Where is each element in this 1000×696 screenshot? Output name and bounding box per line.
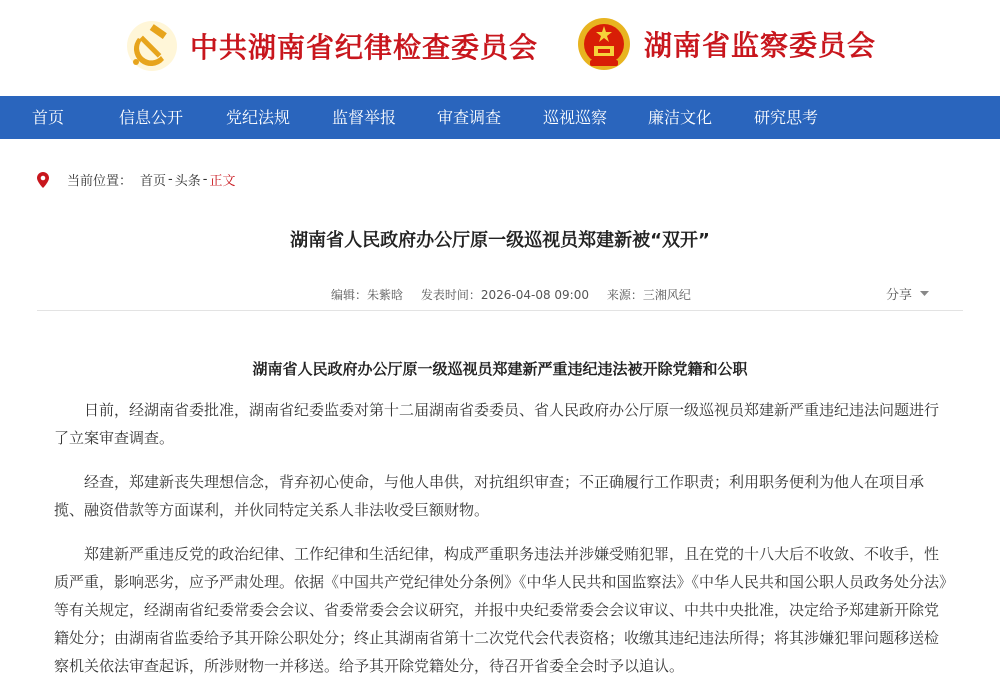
article-paragraph: 日前，经湖南省委批准，湖南省纪委监委对第十二届湖南省委委员、省人民政府办公厅原一级巡视员郑建新严重违纪违法问题进行了立案审查调查。 bbox=[54, 401, 940, 447]
main-nav bbox=[0, 96, 1000, 139]
nav-item-report[interactable]: 监督举报 bbox=[332, 108, 397, 127]
nav-item-home[interactable]: 首页 bbox=[32, 108, 65, 127]
article-publish-time: 发表时间：2026-04-08 09:00 bbox=[420, 288, 589, 302]
nav-item-research[interactable]: 研究思考 bbox=[754, 108, 819, 127]
breadcrumb-current: 正文 bbox=[209, 174, 236, 189]
article-body bbox=[54, 396, 948, 696]
breadcrumb bbox=[37, 170, 235, 189]
nav-item-info[interactable]: 信息公开 bbox=[119, 108, 184, 127]
national-logo-block[interactable] bbox=[576, 16, 876, 72]
caret-down-icon bbox=[920, 291, 929, 297]
share-label: 分享 bbox=[886, 288, 913, 303]
breadcrumb-separator: - bbox=[202, 172, 208, 187]
article-paragraph: 郑建新严重违反党的政治纪律、工作纪律和生活纪律，构成严重职务违法并涉嫌受贿犯罪，且在党的十八大后不收敛、不收手，性质严重，影响恶劣，应予严肃处理。依据《中国共产党纪律处分条例》《中华人民共和国监察法》《中华人民共和国公职人员政务处分法》等有关规定，经湖南省纪委常委会会议、省委常委会会议研究，并报中央纪委常委会会议审议、中共中央批准，决定给予郑建新开除党籍处分；由湖南省监委给予其开除公职处分；终止其湖南省第十二次党代会代表资格；收缴其违纪违法所得；将其涉嫌犯罪问题移送检察机关依法审查起诉，所涉财物一并移送。给予其开除党籍处分，待召开省委全会时予以追认。 bbox=[54, 545, 947, 675]
article-subtitle: 湖南省人民政府办公厅原一级巡视员郑建新严重违纪违法被开除党籍和公职 bbox=[252, 360, 748, 378]
nav-item-inspection[interactable]: 巡视巡察 bbox=[543, 108, 608, 127]
nav-item-investigation[interactable]: 审查调查 bbox=[437, 108, 502, 127]
breadcrumb-home[interactable]: 首页 bbox=[140, 174, 167, 189]
site-header bbox=[0, 0, 1000, 96]
article-title: 湖南省人民政府办公厅原一级巡视员郑建新被“双开” bbox=[290, 230, 710, 251]
article-meta bbox=[331, 286, 705, 303]
party-logo-block[interactable] bbox=[126, 20, 538, 72]
nav-item-regulations[interactable]: 党纪法规 bbox=[226, 108, 291, 127]
share-button[interactable] bbox=[886, 284, 929, 303]
divider bbox=[37, 310, 963, 311]
nav-item-culture[interactable]: 廉洁文化 bbox=[648, 108, 713, 127]
location-pin-icon bbox=[37, 172, 49, 188]
left-org-name: 中共湖南省纪律检查委员会 bbox=[190, 31, 539, 64]
party-emblem-icon bbox=[126, 20, 178, 72]
national-emblem-icon bbox=[576, 16, 632, 72]
article-source: 来源：三湘风纪 bbox=[606, 288, 691, 302]
breadcrumb-section[interactable]: 头条 bbox=[174, 174, 201, 189]
breadcrumb-prefix: 当前位置： bbox=[67, 174, 133, 189]
breadcrumb-separator: - bbox=[168, 172, 173, 187]
right-org-name: 湖南省监察委员会 bbox=[644, 29, 877, 62]
article-paragraph: 经查，郑建新丧失理想信念，背弃初心使命，与他人串供，对抗组织审查；不正确履行工作职责；利用职务便利为他人在项目承揽、融资借款等方面谋利，并伙同特定关系人非法收受巨额财物。 bbox=[54, 473, 925, 519]
article-editor: 编辑：朱紫晗 bbox=[331, 288, 404, 302]
